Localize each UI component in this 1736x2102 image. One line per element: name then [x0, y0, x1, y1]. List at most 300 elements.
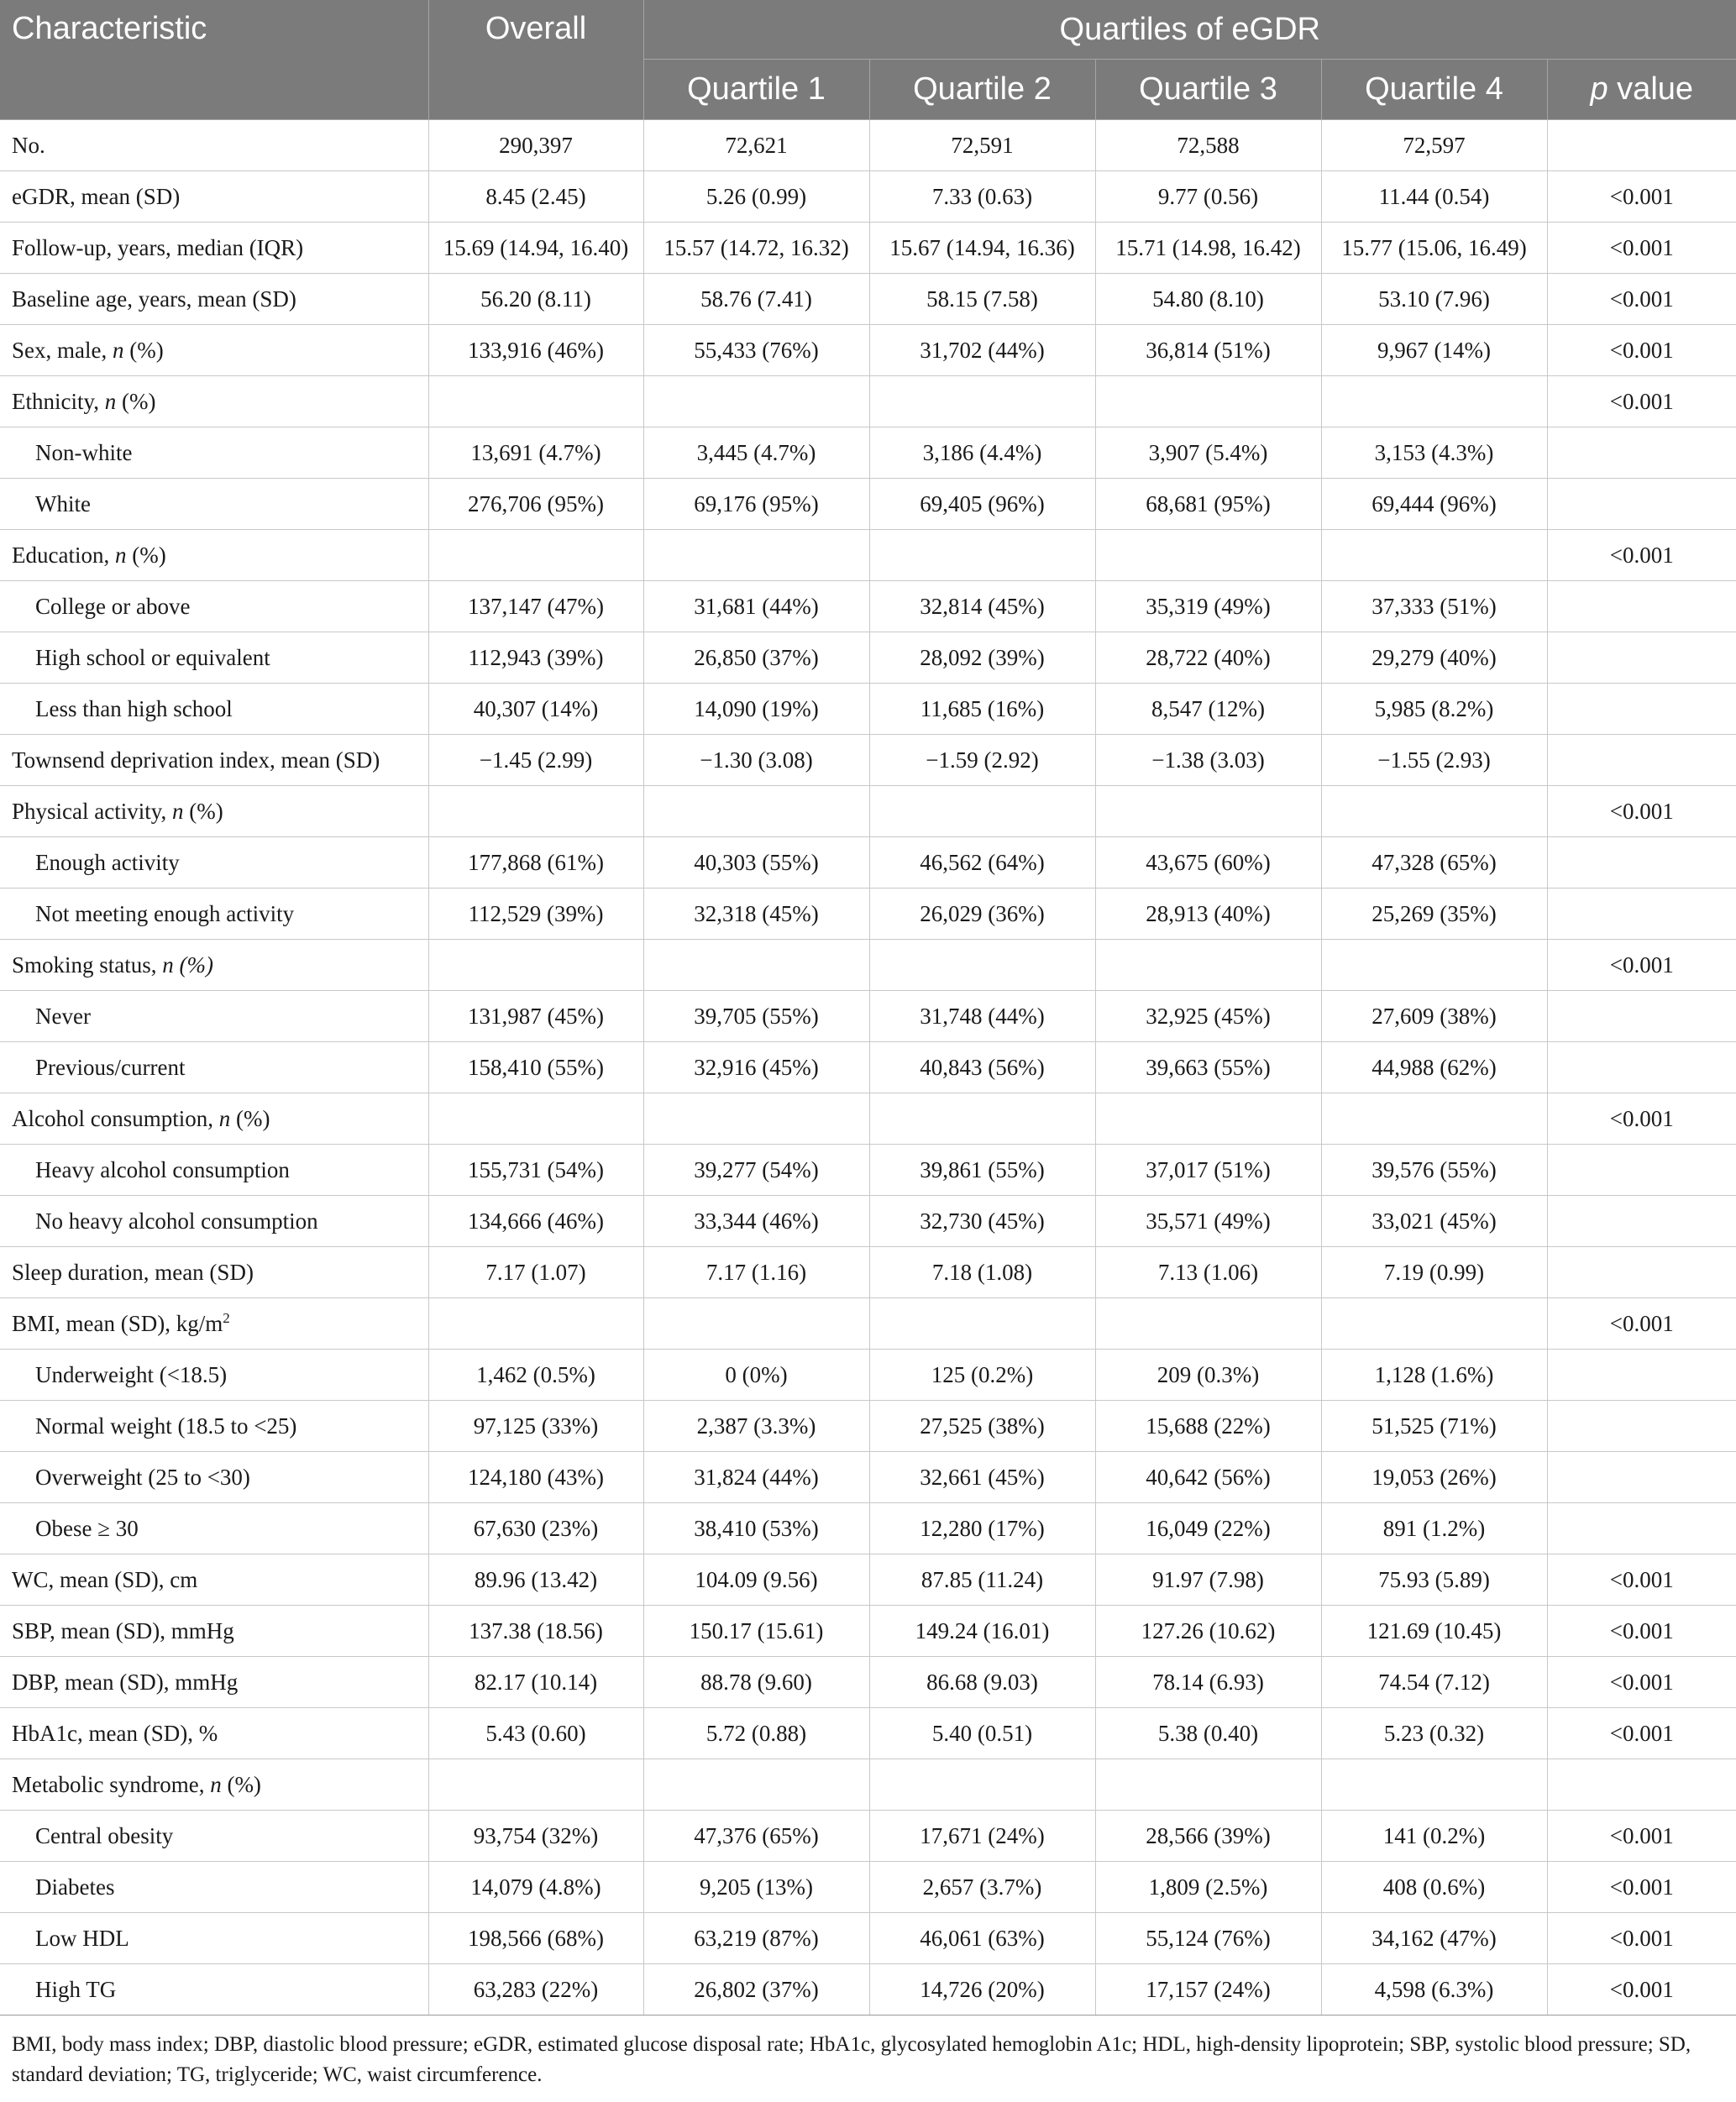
row-label	[0, 1913, 428, 1964]
cell-quartile-1: 14,090 (19%)	[643, 684, 869, 735]
table-footnote: BMI, body mass index; DBP, diastolic blood pressure; eGDR, estimated glucose disposal rate; HbA1c, glycosylated hemoglobin A1c; HDL, high-density lipoprotein; SBP, systolic blood pressure; SD, standard deviation; TG, triglyceride; WC, waist circumference.	[12, 2033, 1691, 2086]
cell-p-value: <0.001	[1547, 530, 1736, 581]
cell-quartile-3: 28,913 (40%)	[1095, 889, 1321, 940]
cell-quartile-1: 0 (0%)	[643, 1350, 869, 1401]
cell-quartile-1: 72,621	[643, 120, 869, 171]
row-label	[0, 1042, 428, 1093]
row-label-text: BMI, mean (SD), kg/m	[12, 1311, 223, 1336]
cell-overall: 15.69 (14.94, 16.40)	[428, 223, 643, 274]
row-label-text: DBP, mean (SD), mmHg	[12, 1669, 239, 1695]
cell-p-value: <0.001	[1547, 1913, 1736, 1964]
cell-quartile-3	[1095, 530, 1321, 581]
cell-overall: 7.17 (1.07)	[428, 1247, 643, 1298]
cell-overall: 133,916 (46%)	[428, 325, 643, 376]
cell-quartile-4: 121.69 (10.45)	[1321, 1606, 1547, 1657]
cell-quartile-3: 1,809 (2.5%)	[1095, 1862, 1321, 1913]
row-label-text: Normal weight (18.5 to <25)	[35, 1413, 297, 1439]
table-row	[0, 735, 1736, 786]
cell-quartile-3: 35,571 (49%)	[1095, 1196, 1321, 1247]
cell-p-value: <0.001	[1547, 1862, 1736, 1913]
row-label	[0, 325, 428, 376]
table-row	[0, 940, 1736, 991]
cell-quartile-2: 5.40 (0.51)	[869, 1708, 1095, 1759]
row-label-suffix: (%)	[126, 542, 166, 568]
table-row	[0, 1862, 1736, 1913]
cell-quartile-4: 408 (0.6%)	[1321, 1862, 1547, 1913]
table-row	[0, 1759, 1736, 1811]
row-label-italic: n	[171, 798, 184, 824]
cell-overall: 67,630 (23%)	[428, 1503, 643, 1554]
cell-quartile-1: 32,318 (45%)	[643, 889, 869, 940]
cell-quartile-1: −1.30 (3.08)	[643, 735, 869, 786]
cell-quartile-1	[643, 530, 869, 581]
table-row	[0, 274, 1736, 325]
row-label-text: Enough activity	[35, 849, 180, 875]
cell-quartile-4	[1321, 1093, 1547, 1145]
cell-overall: 63,283 (22%)	[428, 1964, 643, 2016]
cell-quartile-1: 5.72 (0.88)	[643, 1708, 869, 1759]
table-row	[0, 1913, 1736, 1964]
row-label-superscript: 2	[223, 1310, 230, 1326]
cell-p-value: <0.001	[1547, 1708, 1736, 1759]
table-row	[0, 1298, 1736, 1350]
table-row	[0, 171, 1736, 223]
cell-overall: 5.43 (0.60)	[428, 1708, 643, 1759]
row-label	[0, 120, 428, 171]
cell-quartile-4: 29,279 (40%)	[1321, 632, 1547, 684]
table-row	[0, 1554, 1736, 1606]
table-row	[0, 427, 1736, 479]
cell-quartile-2: 46,061 (63%)	[869, 1913, 1095, 1964]
cell-overall	[428, 1093, 643, 1145]
cell-overall	[428, 940, 643, 991]
cell-quartile-4: 1,128 (1.6%)	[1321, 1350, 1547, 1401]
cell-quartile-4: 9,967 (14%)	[1321, 325, 1547, 376]
cell-quartile-4: 75.93 (5.89)	[1321, 1554, 1547, 1606]
cell-p-value: <0.001	[1547, 274, 1736, 325]
cell-p-value	[1547, 991, 1736, 1042]
cell-overall: 137,147 (47%)	[428, 581, 643, 632]
row-label-text: Ethnicity,	[12, 388, 105, 414]
cell-quartile-2	[869, 376, 1095, 427]
cell-quartile-4: 74.54 (7.12)	[1321, 1657, 1547, 1708]
cell-quartile-1: 5.26 (0.99)	[643, 171, 869, 223]
cell-quartile-2: 15.67 (14.94, 16.36)	[869, 223, 1095, 274]
cell-quartile-3: 72,588	[1095, 120, 1321, 171]
cell-quartile-2	[869, 1298, 1095, 1350]
cell-quartile-1: 58.76 (7.41)	[643, 274, 869, 325]
cell-quartile-1: 47,376 (65%)	[643, 1811, 869, 1862]
cell-quartile-2: 40,843 (56%)	[869, 1042, 1095, 1093]
cell-overall: 290,397	[428, 120, 643, 171]
cell-quartile-1: 33,344 (46%)	[643, 1196, 869, 1247]
cell-quartile-3	[1095, 376, 1321, 427]
row-label	[0, 1862, 428, 1913]
row-label-text: Underweight (<18.5)	[35, 1361, 228, 1387]
cell-quartile-4	[1321, 940, 1547, 991]
cell-quartile-3: 17,157 (24%)	[1095, 1964, 1321, 2016]
row-label	[0, 1964, 428, 2016]
cell-overall: 13,691 (4.7%)	[428, 427, 643, 479]
cell-quartile-4: 27,609 (38%)	[1321, 991, 1547, 1042]
cell-quartile-4: 69,444 (96%)	[1321, 479, 1547, 530]
cell-quartile-3: 9.77 (0.56)	[1095, 171, 1321, 223]
cell-quartile-1	[643, 1298, 869, 1350]
table-row	[0, 1350, 1736, 1401]
row-label-text: Diabetes	[35, 1874, 115, 1900]
table-header	[0, 0, 1736, 120]
cell-overall	[428, 786, 643, 837]
cell-quartile-4	[1321, 1759, 1547, 1811]
cell-quartile-1: 9,205 (13%)	[643, 1862, 869, 1913]
cell-quartile-2: 72,591	[869, 120, 1095, 171]
cell-quartile-2: 125 (0.2%)	[869, 1350, 1095, 1401]
row-label-text: Alcohol consumption,	[12, 1105, 219, 1131]
table-row	[0, 991, 1736, 1042]
cell-p-value	[1547, 684, 1736, 735]
cell-overall: 40,307 (14%)	[428, 684, 643, 735]
cell-quartile-3: 15,688 (22%)	[1095, 1401, 1321, 1452]
table-row	[0, 889, 1736, 940]
row-label-text: College or above	[35, 593, 191, 619]
cell-quartile-1: 26,850 (37%)	[643, 632, 869, 684]
cell-quartile-4: 25,269 (35%)	[1321, 889, 1547, 940]
row-label-text: Townsend deprivation index, mean (SD)	[12, 747, 380, 773]
cell-quartile-4: 4,598 (6.3%)	[1321, 1964, 1547, 2016]
cell-p-value: <0.001	[1547, 223, 1736, 274]
cell-quartile-2: 26,029 (36%)	[869, 889, 1095, 940]
table-row	[0, 1247, 1736, 1298]
cell-p-value: <0.001	[1547, 171, 1736, 223]
cell-quartile-3	[1095, 786, 1321, 837]
cell-quartile-4: 47,328 (65%)	[1321, 837, 1547, 889]
row-label-suffix: (%)	[221, 1771, 261, 1797]
cell-quartile-3: 40,642 (56%)	[1095, 1452, 1321, 1503]
row-label	[0, 786, 428, 837]
cell-p-value	[1547, 1401, 1736, 1452]
cell-quartile-4: 33,021 (45%)	[1321, 1196, 1547, 1247]
cell-overall: 93,754 (32%)	[428, 1811, 643, 1862]
cell-quartile-4: 51,525 (71%)	[1321, 1401, 1547, 1452]
cell-p-value: <0.001	[1547, 376, 1736, 427]
cell-quartile-2: 17,671 (24%)	[869, 1811, 1095, 1862]
cell-quartile-3	[1095, 1093, 1321, 1145]
row-label-italic: n	[210, 1771, 222, 1797]
row-label	[0, 1350, 428, 1401]
cell-quartile-4: −1.55 (2.93)	[1321, 735, 1547, 786]
cell-overall: 124,180 (43%)	[428, 1452, 643, 1503]
cell-quartile-4: 5,985 (8.2%)	[1321, 684, 1547, 735]
cell-quartile-2: 7.18 (1.08)	[869, 1247, 1095, 1298]
cell-overall: 97,125 (33%)	[428, 1401, 643, 1452]
row-label-italic: n	[218, 1105, 231, 1131]
cell-quartile-4: 891 (1.2%)	[1321, 1503, 1547, 1554]
cell-quartile-3: 43,675 (60%)	[1095, 837, 1321, 889]
row-label	[0, 632, 428, 684]
row-label	[0, 735, 428, 786]
cell-quartile-2: 14,726 (20%)	[869, 1964, 1095, 2016]
cell-overall	[428, 530, 643, 581]
table-row	[0, 1657, 1736, 1708]
header-quartile-2: Quartile 2	[869, 60, 1095, 120]
cell-quartile-3: 28,722 (40%)	[1095, 632, 1321, 684]
row-label-text: Follow-up, years, median (IQR)	[12, 234, 304, 260]
cell-overall: 89.96 (13.42)	[428, 1554, 643, 1606]
cell-quartile-3: 32,925 (45%)	[1095, 991, 1321, 1042]
cell-p-value: <0.001	[1547, 1964, 1736, 2016]
row-label-text: Heavy alcohol consumption	[35, 1156, 290, 1182]
row-label-suffix: (%)	[116, 388, 156, 414]
cell-quartile-3	[1095, 1759, 1321, 1811]
cell-quartile-2	[869, 940, 1095, 991]
row-label	[0, 223, 428, 274]
cell-quartile-1: 104.09 (9.56)	[643, 1554, 869, 1606]
cell-quartile-3: 5.38 (0.40)	[1095, 1708, 1321, 1759]
cell-quartile-1: 40,303 (55%)	[643, 837, 869, 889]
row-label-text: Low HDL	[35, 1925, 129, 1951]
table-body	[0, 120, 1736, 2016]
row-label	[0, 1452, 428, 1503]
row-label	[0, 1247, 428, 1298]
cell-quartile-1: 39,705 (55%)	[643, 991, 869, 1042]
header-p-value	[1547, 60, 1736, 120]
cell-quartile-4: 11.44 (0.54)	[1321, 171, 1547, 223]
row-label-italic: n	[112, 337, 124, 363]
cell-quartile-4: 7.19 (0.99)	[1321, 1247, 1547, 1298]
cell-quartile-4: 19,053 (26%)	[1321, 1452, 1547, 1503]
cell-p-value: <0.001	[1547, 1298, 1736, 1350]
cell-overall: 82.17 (10.14)	[428, 1657, 643, 1708]
cell-p-value	[1547, 427, 1736, 479]
cell-quartile-1: 31,681 (44%)	[643, 581, 869, 632]
table-row	[0, 786, 1736, 837]
cell-quartile-2	[869, 1759, 1095, 1811]
cell-quartile-4: 37,333 (51%)	[1321, 581, 1547, 632]
cell-overall	[428, 1759, 643, 1811]
cell-quartile-3: 54.80 (8.10)	[1095, 274, 1321, 325]
cell-quartile-3: 209 (0.3%)	[1095, 1350, 1321, 1401]
cell-quartile-3: 28,566 (39%)	[1095, 1811, 1321, 1862]
row-label-italic: n	[104, 388, 117, 414]
cell-p-value: <0.001	[1547, 1606, 1736, 1657]
cell-quartile-1	[643, 786, 869, 837]
cell-quartile-4	[1321, 530, 1547, 581]
cell-overall: 137.38 (18.56)	[428, 1606, 643, 1657]
cell-quartile-2: 32,814 (45%)	[869, 581, 1095, 632]
row-label	[0, 581, 428, 632]
cell-quartile-2: 7.33 (0.63)	[869, 171, 1095, 223]
cell-quartile-1: 15.57 (14.72, 16.32)	[643, 223, 869, 274]
row-label	[0, 274, 428, 325]
cell-p-value	[1547, 1196, 1736, 1247]
cell-quartile-4: 44,988 (62%)	[1321, 1042, 1547, 1093]
row-label-suffix: (%)	[123, 337, 164, 363]
row-label-text: Never	[35, 1003, 91, 1029]
cell-quartile-4: 141 (0.2%)	[1321, 1811, 1547, 1862]
cell-quartile-1: 32,916 (45%)	[643, 1042, 869, 1093]
cell-quartile-1: 2,387 (3.3%)	[643, 1401, 869, 1452]
cell-quartile-1: 69,176 (95%)	[643, 479, 869, 530]
row-label-suffix: (%)	[183, 798, 223, 824]
row-label	[0, 427, 428, 479]
cell-quartile-2: 11,685 (16%)	[869, 684, 1095, 735]
row-label	[0, 1554, 428, 1606]
cell-p-value	[1547, 1759, 1736, 1811]
table-row	[0, 1708, 1736, 1759]
row-label-italic: n (%)	[162, 951, 214, 978]
cell-overall: 276,706 (95%)	[428, 479, 643, 530]
cell-quartile-2: 87.85 (11.24)	[869, 1554, 1095, 1606]
cell-p-value	[1547, 889, 1736, 940]
row-label	[0, 1759, 428, 1811]
cell-quartile-3: 35,319 (49%)	[1095, 581, 1321, 632]
header-characteristic: Characteristic	[0, 0, 428, 120]
row-label-text: Sex, male,	[12, 337, 113, 363]
header-overall: Overall	[428, 0, 643, 120]
cell-quartile-4: 3,153 (4.3%)	[1321, 427, 1547, 479]
row-label-text: Smoking status,	[12, 951, 163, 978]
cell-quartile-4: 15.77 (15.06, 16.49)	[1321, 223, 1547, 274]
header-p-italic: p	[1590, 71, 1608, 107]
cell-quartile-4: 53.10 (7.96)	[1321, 274, 1547, 325]
row-label-text: High TG	[35, 1976, 117, 2002]
cell-quartile-2: 69,405 (96%)	[869, 479, 1095, 530]
cell-p-value	[1547, 581, 1736, 632]
cell-p-value	[1547, 120, 1736, 171]
cell-quartile-3: 16,049 (22%)	[1095, 1503, 1321, 1554]
row-label	[0, 1093, 428, 1145]
table-row	[0, 1196, 1736, 1247]
row-label	[0, 530, 428, 581]
cell-overall: 112,529 (39%)	[428, 889, 643, 940]
cell-quartile-2: 39,861 (55%)	[869, 1145, 1095, 1196]
cell-quartile-1	[643, 1759, 869, 1811]
cell-p-value	[1547, 1452, 1736, 1503]
cell-quartile-4: 5.23 (0.32)	[1321, 1708, 1547, 1759]
table-row	[0, 1606, 1736, 1657]
cell-p-value	[1547, 479, 1736, 530]
cell-quartile-2: 58.15 (7.58)	[869, 274, 1095, 325]
cell-quartile-1: 55,433 (76%)	[643, 325, 869, 376]
cell-quartile-3: 15.71 (14.98, 16.42)	[1095, 223, 1321, 274]
row-label	[0, 1657, 428, 1708]
row-label-text: Not meeting enough activity	[35, 900, 295, 926]
cell-quartile-1	[643, 1093, 869, 1145]
table-row	[0, 1811, 1736, 1862]
cell-quartile-4: 72,597	[1321, 120, 1547, 171]
cell-quartile-1: 3,445 (4.7%)	[643, 427, 869, 479]
row-label-text: No heavy alcohol consumption	[35, 1208, 318, 1234]
cell-quartile-3: 36,814 (51%)	[1095, 325, 1321, 376]
row-label	[0, 1401, 428, 1452]
table-row	[0, 1503, 1736, 1554]
row-label	[0, 684, 428, 735]
row-label-text: Less than high school	[35, 695, 233, 721]
cell-p-value: <0.001	[1547, 1554, 1736, 1606]
cell-p-value: <0.001	[1547, 786, 1736, 837]
cell-overall: 177,868 (61%)	[428, 837, 643, 889]
table-row	[0, 1401, 1736, 1452]
cell-p-value	[1547, 1503, 1736, 1554]
cell-quartile-2: 3,186 (4.4%)	[869, 427, 1095, 479]
table-row	[0, 632, 1736, 684]
cell-overall: 131,987 (45%)	[428, 991, 643, 1042]
cell-quartile-1: 7.17 (1.16)	[643, 1247, 869, 1298]
cell-p-value: <0.001	[1547, 325, 1736, 376]
cell-quartile-3: 7.13 (1.06)	[1095, 1247, 1321, 1298]
cell-quartile-1	[643, 376, 869, 427]
cell-overall: 1,462 (0.5%)	[428, 1350, 643, 1401]
row-label-text: Central obesity	[35, 1822, 174, 1848]
cell-p-value	[1547, 837, 1736, 889]
cell-quartile-4	[1321, 376, 1547, 427]
cell-quartile-4	[1321, 786, 1547, 837]
row-label-text: WC, mean (SD), cm	[12, 1566, 198, 1592]
row-label-text: Overweight (25 to <30)	[35, 1464, 250, 1490]
cell-quartile-3: −1.38 (3.03)	[1095, 735, 1321, 786]
cell-quartile-3	[1095, 1298, 1321, 1350]
header-quartile-1: Quartile 1	[643, 60, 869, 120]
row-label-text: No.	[12, 132, 45, 158]
row-label	[0, 889, 428, 940]
cell-quartile-2: 28,092 (39%)	[869, 632, 1095, 684]
cell-quartile-2: 12,280 (17%)	[869, 1503, 1095, 1554]
header-p-rest: value	[1608, 71, 1694, 107]
cell-p-value	[1547, 1145, 1736, 1196]
cell-quartile-3	[1095, 940, 1321, 991]
table-row	[0, 581, 1736, 632]
row-label	[0, 1298, 428, 1350]
header-quartile-4: Quartile 4	[1321, 60, 1547, 120]
row-label-text: eGDR, mean (SD)	[12, 183, 181, 209]
cell-quartile-2: 32,730 (45%)	[869, 1196, 1095, 1247]
row-label	[0, 1145, 428, 1196]
cell-p-value: <0.001	[1547, 1657, 1736, 1708]
table-row	[0, 1145, 1736, 1196]
row-label-text: HbA1c, mean (SD), %	[12, 1720, 218, 1746]
cell-overall	[428, 1298, 643, 1350]
cell-quartile-3: 8,547 (12%)	[1095, 684, 1321, 735]
cell-overall: 198,566 (68%)	[428, 1913, 643, 1964]
cell-quartile-1: 150.17 (15.61)	[643, 1606, 869, 1657]
cell-quartile-3: 3,907 (5.4%)	[1095, 427, 1321, 479]
cell-overall	[428, 376, 643, 427]
cell-p-value: <0.001	[1547, 1093, 1736, 1145]
cell-quartile-2	[869, 786, 1095, 837]
cell-overall: 14,079 (4.8%)	[428, 1862, 643, 1913]
row-label-text: Baseline age, years, mean (SD)	[12, 286, 296, 312]
cell-quartile-2	[869, 1093, 1095, 1145]
cell-p-value	[1547, 1247, 1736, 1298]
cell-overall: 134,666 (46%)	[428, 1196, 643, 1247]
header-quartiles-group: Quartiles of eGDR	[643, 0, 1736, 60]
row-label	[0, 1606, 428, 1657]
cell-overall: 158,410 (55%)	[428, 1042, 643, 1093]
cell-overall: −1.45 (2.99)	[428, 735, 643, 786]
table-row	[0, 376, 1736, 427]
row-label-italic: n	[114, 542, 127, 568]
cell-quartile-1: 31,824 (44%)	[643, 1452, 869, 1503]
cell-quartile-2: 32,661 (45%)	[869, 1452, 1095, 1503]
cell-quartile-2: 46,562 (64%)	[869, 837, 1095, 889]
cell-quartile-2: 27,525 (38%)	[869, 1401, 1095, 1452]
row-label-suffix: (%)	[230, 1105, 270, 1131]
cell-p-value: <0.001	[1547, 940, 1736, 991]
row-label	[0, 1708, 428, 1759]
row-label	[0, 837, 428, 889]
cell-overall: 8.45 (2.45)	[428, 171, 643, 223]
cell-p-value	[1547, 1042, 1736, 1093]
